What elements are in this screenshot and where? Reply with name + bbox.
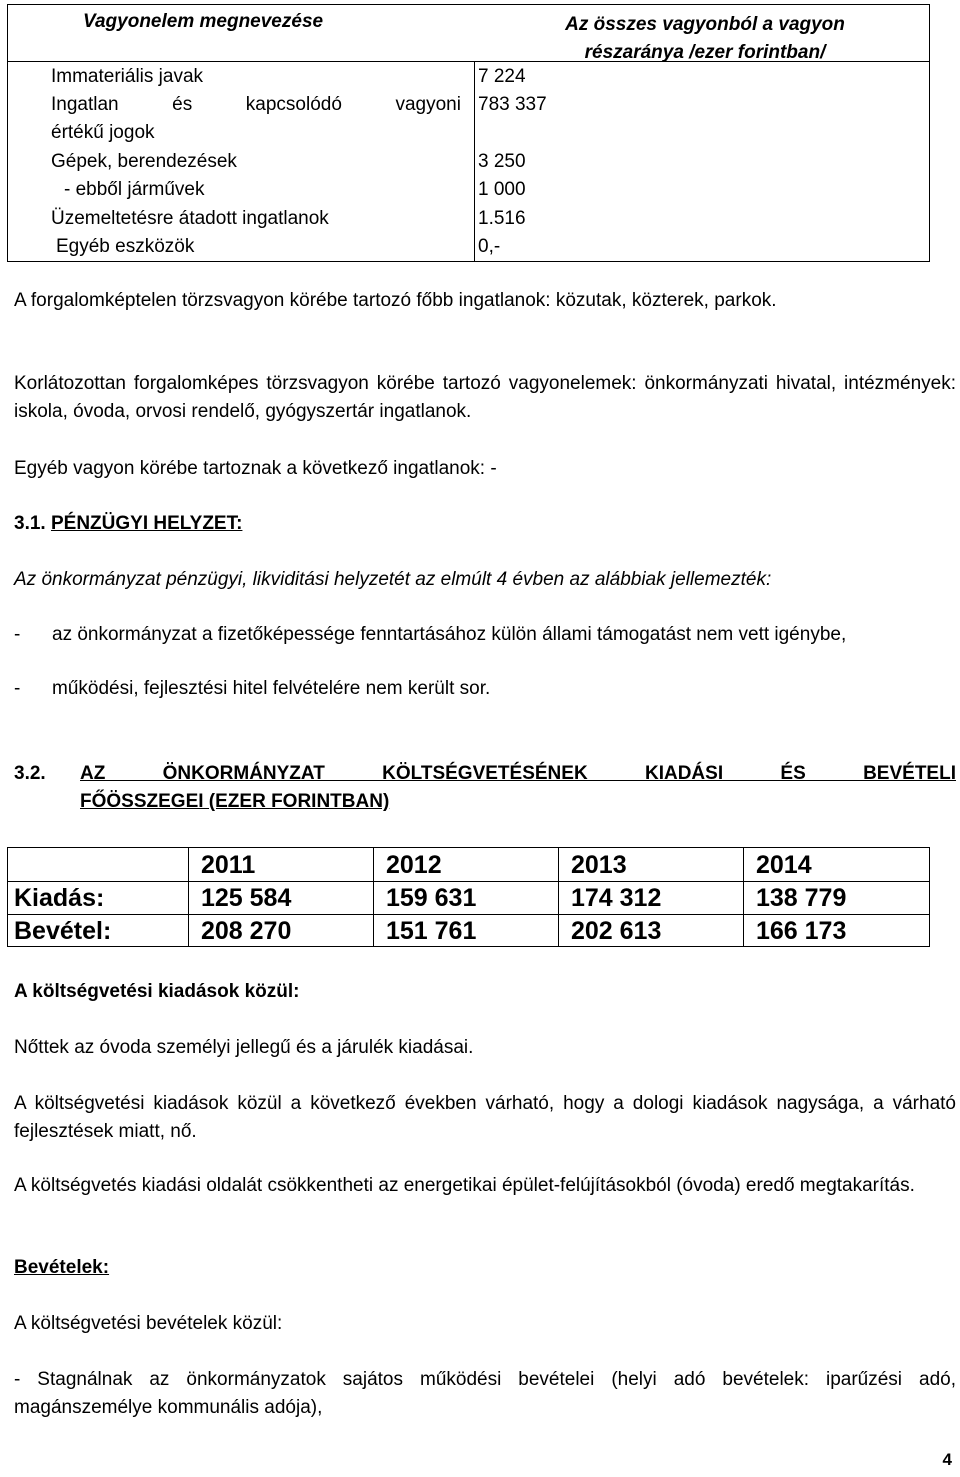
paragraph-other-assets: Egyéb vagyon körébe tartoznak a következő ingatlanok: -	[14, 458, 497, 479]
budget-cell: 208 270	[201, 917, 292, 945]
revenues-paragraph: A költségvetési bevételek közül:	[14, 1313, 283, 1334]
table-divider	[373, 848, 374, 946]
section-3-2-title: AZ ÖNKORMÁNYZAT KÖLTSÉGVETÉSÉNEK KIADÁSI ÉS BEVÉTELI	[80, 763, 956, 784]
budget-cell: 202 613	[571, 917, 662, 945]
expenses-heading: A költségvetési kiadások közül:	[14, 981, 300, 1002]
asset-row-label: Egyéb eszközök	[56, 236, 195, 257]
table-divider	[474, 61, 475, 261]
paragraph-inalienable-assets: A forgalomképtelen törzsvagyon körébe tartozó főbb ingatlanok: közutak, közterek, parkok.	[14, 290, 777, 311]
expenses-paragraph: Nőttek az óvoda személyi jellegű és a járulék kiadásai.	[14, 1037, 474, 1058]
budget-row-label: Kiadás:	[14, 884, 105, 912]
asset-row-value: 3 250	[478, 151, 526, 172]
budget-cell: 125 584	[201, 884, 292, 912]
asset-table	[7, 4, 930, 262]
asset-row-value: 1 000	[478, 179, 526, 200]
year-header: 2012	[386, 851, 442, 879]
asset-row-value: 0,-	[478, 236, 501, 257]
expenses-paragraph: A költségvetés kiadási oldalát csökkentheti az energetikai épület-felújításokból (óvoda) eredő megtakarítás.	[14, 1175, 915, 1196]
asset-table-header-left: Vagyonelem megnevezése	[83, 11, 324, 32]
budget-cell: 151 761	[386, 917, 477, 945]
asset-row-value: 1.516	[478, 208, 526, 229]
year-header: 2014	[756, 851, 812, 879]
asset-row-label: Üzemeltetésre átadott ingatlanok	[51, 208, 329, 229]
budget-table	[7, 847, 930, 947]
table-divider	[743, 848, 744, 946]
table-divider	[558, 848, 559, 946]
asset-row-value: 7 224	[478, 66, 526, 87]
expenses-paragraph: A költségvetési kiadások közül a következő években várható, hogy a dologi kiadások nagysága, a várható fejlesztések miatt, nő.	[14, 1093, 956, 1142]
section-3-1-intro: Az önkormányzat pénzügyi, likviditási helyzetét az elmúlt 4 évben az alábbiak jellemezték:	[14, 569, 772, 590]
revenues-paragraph: - Stagnálnak az önkormányzatok sajátos működési bevételei (helyi adó bevételek: iparűzési adó, magánszemélye kommunális adója),	[14, 1369, 956, 1418]
bullet-text: az önkormányzat a fizetőképessége fenntartásához külön állami támogatást nem vett igénybe,	[52, 624, 847, 645]
budget-cell: 166 173	[756, 917, 847, 945]
bullet-dash: -	[14, 624, 21, 645]
section-3-2-number: 3.2.	[14, 763, 46, 784]
bullet-text: működési, fejlesztési hitel felvételére nem került sor.	[52, 678, 491, 699]
budget-cell: 138 779	[756, 884, 847, 912]
asset-row-value: 783 337	[478, 94, 547, 115]
asset-row-label: értékű jogok	[51, 122, 155, 143]
asset-row-label: - ebből járművek	[64, 179, 205, 200]
page-number: 4	[942, 1450, 952, 1469]
asset-table-header-right: Az összes vagyonból a vagyon részaránya /ezer forintban/	[565, 14, 845, 63]
budget-cell: 159 631	[386, 884, 477, 912]
revenues-heading: Bevételek:	[14, 1257, 110, 1278]
paragraph-restricted-assets: Korlátozottan forgalomképes törzsvagyon körébe tartozó vagyonelemek: önkormányzati hivatal, intézmények: iskola, óvoda, orvosi rendelő, gyógyszertár ingatlanok.	[14, 373, 956, 422]
section-heading-3-1: 3.1. PÉNZÜGYI HELYZET:	[14, 513, 243, 534]
budget-cell: 174 312	[571, 884, 662, 912]
table-divider	[188, 848, 189, 946]
year-header: 2013	[571, 851, 627, 879]
budget-row-label: Bevétel:	[14, 917, 112, 945]
bullet-dash: -	[14, 678, 21, 699]
section-3-2-title-cont: FŐÖSSZEGEI (EZER FORINTBAN)	[80, 791, 390, 812]
asset-row-label: Gépek, berendezések	[51, 151, 237, 172]
asset-row-label: Ingatlan és kapcsolódó vagyoni	[51, 94, 461, 115]
asset-row-label: Immateriális javak	[51, 66, 204, 87]
year-header: 2011	[201, 851, 256, 879]
